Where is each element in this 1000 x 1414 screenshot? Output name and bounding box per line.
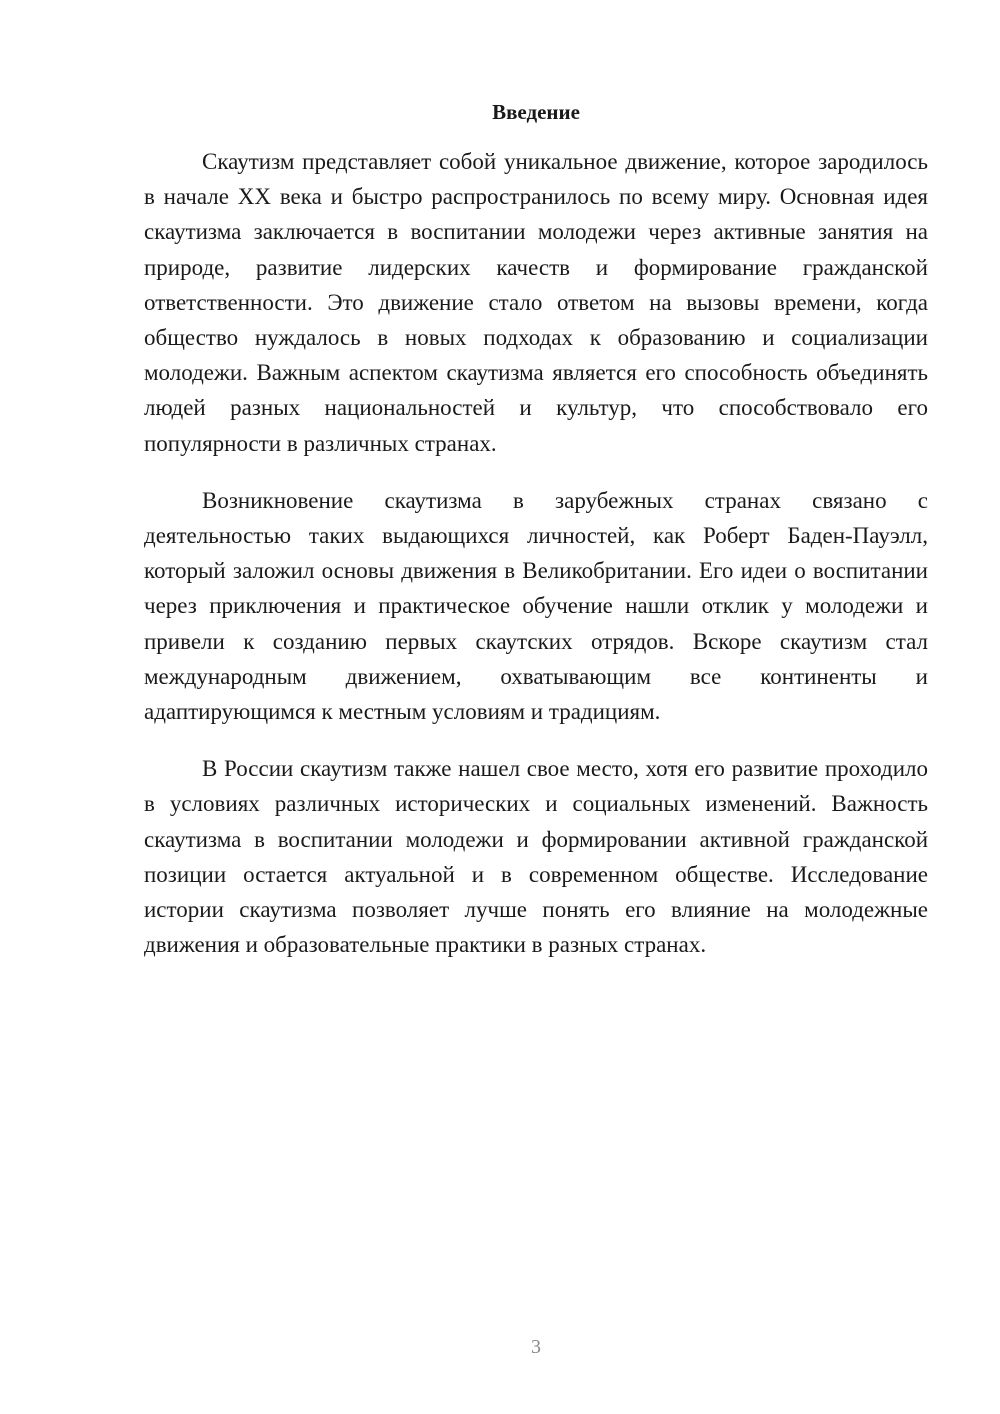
page-title: Введение — [492, 100, 580, 124]
paragraph-russia: В России скаутизм также нашел свое место, хотя его развитие проходило в условиях различных исторических и социальных изменений. Важность скаутизма в воспитании молодежи и формировании активной гражданской позиции остается актуальной и в современном обществе. Исследование истории скаутизма позволяет лучше понять его влияние на молодежные движения и образовательные практики в разных странах. — [144, 756, 928, 958]
paragraph-introduction: Скаутизм представляет собой уникальное движение, которое зародилось в начале XX века и быстро распространилось по всему миру. Основная идея скаутизма заключается в воспитании молодежи через активные занятия на природе, развитие лидерских качеств и формирование гражданской ответственности. Это движение стало ответом на вызовы времени, когда общество нуждалось в новых подходах к образованию и социализации молодежи. Важным аспектом скаутизма является его способность объединять людей разных национальностей и культур, что способствовало его популярности в различных странах. — [144, 149, 928, 456]
page-number: 3 — [531, 1336, 541, 1358]
document-body — [144, 144, 928, 984]
paragraph-foreign-origins: Возникновение скаутизма в зарубежных странах связано с деятельностью таких выдающихся личностей, как Роберт Баден-Пауэлл, который заложил основы движения в Великобритании. Его идеи о воспитании через приключения и практическое обучение нашли отклик у молодежи и привели к созданию первых скаутских отрядов. Вскоре скаутизм стал международным движением, охватывающим все континенты и адаптирующимся к местным условиям и традициям. — [144, 487, 928, 725]
